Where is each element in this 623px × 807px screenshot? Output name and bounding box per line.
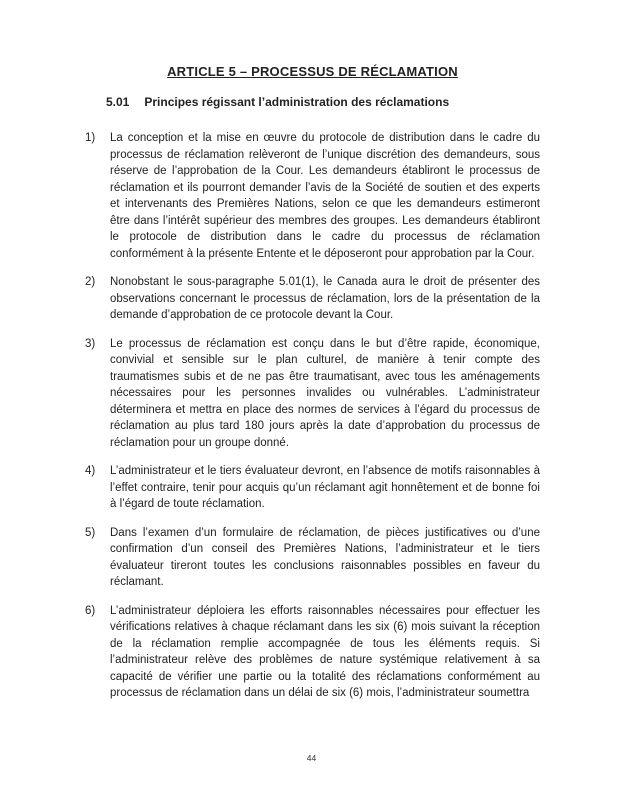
list-item	[85, 274, 540, 324]
list-item	[85, 463, 540, 513]
paragraph-text: Dans l’examen d’un formulaire de réclamation, de pièces justificatives ou d’une confirmation d’un conseil des Premières Nations, l’administrateur et le tiers évaluateur tireront toutes les conclusions raisonnables possibles en faveur du réclamant.	[110, 526, 540, 588]
section-heading-label: Principes régissant l’administration des réclamations	[144, 95, 450, 109]
paragraph-text: Nonobstant le sous-paragraphe 5.01(1), le Canada aura le droit de présenter des observations concernant le processus de réclamation, lors de la présentation de la demande d’approbation de ce protocole devant la Cour.	[110, 276, 540, 321]
paragraph-text: Le processus de réclamation est conçu dans le but d’être rapide, économique, convivial et sensible sur le plan culturel, de manière à tenir compte des traumatismes subis et de ne pas être traumatisant, avec tous les aménagements nécessaires pour les personnes invalides ou vulnérables. L’administrateur déterminera et mettra en place des normes de services à l’égard du processus de réclamation au plus tard 180 jours après la date d’approbation du processus de réclamation pour un groupe donné.	[110, 337, 540, 449]
paragraph-number: 3)	[85, 337, 96, 350]
paragraph-number: 5)	[85, 526, 96, 539]
section-heading	[85, 95, 540, 109]
section-number: 5.01	[106, 95, 130, 109]
list-item	[85, 525, 540, 591]
article-title: ARTICLE 5 – PROCESSUS DE RÉCLAMATION	[167, 64, 458, 79]
paragraph-text: La conception et la mise en œuvre du protocole de distribution dans le cadre du processus de réclamation relèveront de l’unique discrétion des demandeurs, sous réserve de l’approbation de la Cour. Les demandeurs établiront le processus de réclamation et ils pourront demander l’avis de la Société de soutien et des experts et intervenants des Premières Nations, selon ce que les demandeurs estimeront être dans l’intérêt supérieur des membres des groupes. Les demandeurs établiront le protocole de distribution dans le cadre du processus de réclamation conformément à la présente Entente et le déposeront pour approbation par la Cour.	[110, 132, 540, 260]
list-item	[85, 130, 540, 262]
paragraph-text: L’administrateur déploiera les efforts raisonnables nécessaires pour effectuer les vérifications relatives à chaque réclamant dans les six (6) mois suivant la réception de la réclamation remplie accompagnée de tous les éléments requis. Si l’administrateur relève des problèmes de nature systémique relativement à sa capacité de vérifier une partie ou la totalité des réclamations conformément au processus de réclamation dans un délai de six (6) mois, l’administrateur soumettra	[110, 604, 540, 699]
list-item	[85, 603, 540, 702]
document-content	[85, 64, 540, 714]
paragraph-number: 4)	[85, 465, 96, 477]
list-item	[85, 336, 540, 452]
page-number: 44	[306, 753, 317, 763]
paragraph-number: 6)	[85, 604, 96, 617]
paragraph-number: 2)	[85, 276, 96, 288]
paragraph-text: L’administrateur et le tiers évaluateur devront, en l’absence de motifs raisonnables à l’effet contraire, tenir pour acquis qu’un réclamant agit honnêtement et de bonne foi à l’égard de toute réclamation.	[110, 465, 540, 510]
paragraph-number: 1)	[85, 132, 96, 144]
